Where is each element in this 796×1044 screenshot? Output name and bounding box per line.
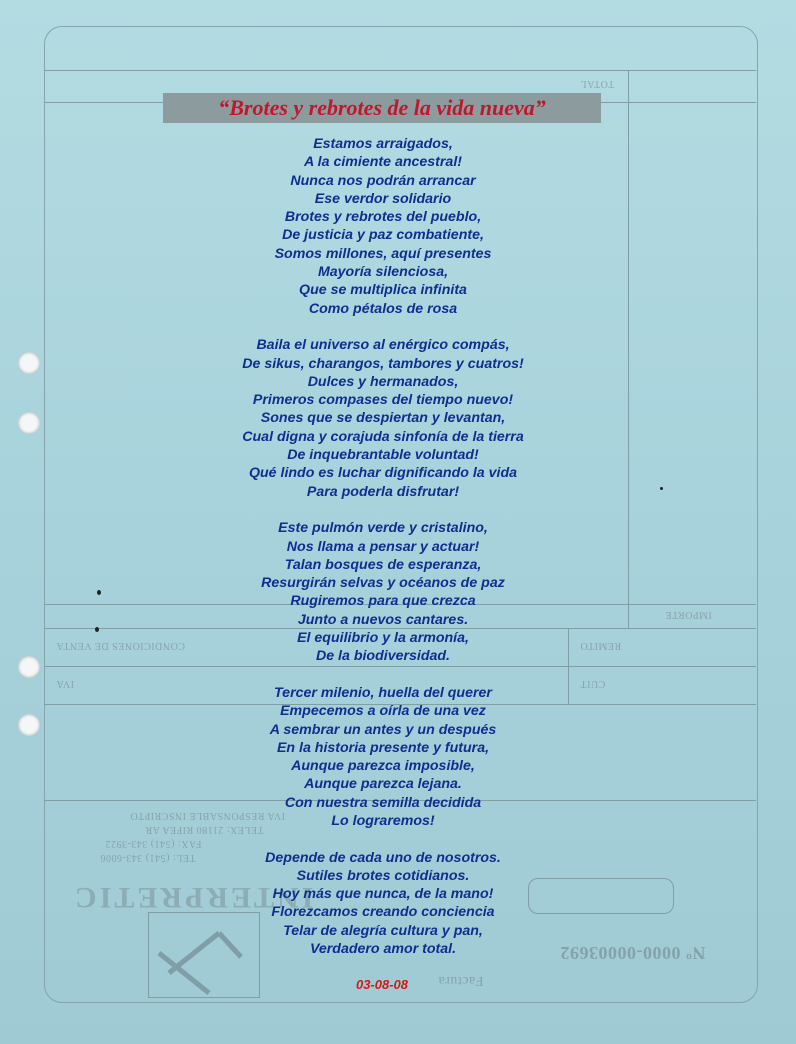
- poem-line: Somos millones, aquí presentes: [274, 245, 492, 262]
- poem-line: Estamos arraigados,: [313, 136, 453, 152]
- poem-line: De la biodiversidad.: [315, 648, 451, 665]
- poem-line: Aunque parezca lejana.: [304, 776, 462, 793]
- form-number-label: Nº 0000-00003692: [560, 943, 706, 963]
- poem-line: Como pétalos de rosa: [308, 300, 458, 317]
- poem-line: De justicia y paz combatiente,: [282, 227, 484, 244]
- poem-line: Nos llama a pensar y actuar!: [286, 538, 480, 555]
- poem-line: Sutiles brotes cotidianos.: [296, 867, 470, 884]
- form-factura-label: Factura: [438, 973, 484, 988]
- form-total-label: TOTAL: [580, 78, 615, 89]
- poem-line: Sones que se despiertan y levantan,: [260, 410, 506, 427]
- poem-line: Cual digna y corajuda sinfonía de la tierra: [242, 428, 524, 445]
- poem-line: Talan bosques de esperanza,: [284, 556, 482, 573]
- poem-line: Primeros compases del tiempo nuevo!: [252, 392, 514, 409]
- poem-line: Con nuestra semilla decidida: [284, 794, 482, 811]
- poem-line: Dulces y hermanados,: [307, 373, 459, 390]
- ink-speck: [660, 487, 663, 490]
- poem-line: Resurgirán selvas y océanos de paz: [261, 575, 505, 592]
- form-rule: [44, 70, 756, 71]
- form-iva-resp-label: IVA RESPONSABLE INSCRIPTO: [130, 810, 285, 821]
- form-fax-label: FAX: (541) 343-3922: [105, 838, 202, 849]
- form-iva-label: IVA: [56, 678, 74, 689]
- poem-line: Baila el universo al enérgico compás,: [256, 337, 510, 354]
- poem-line: De sikus, charangos, tambores y cuatros!: [242, 355, 524, 372]
- poem-line: Brotes y rebrotes del pueblo,: [284, 209, 482, 226]
- binder-hole: [18, 352, 40, 374]
- poem-line: Ese verdor solidario: [314, 190, 452, 207]
- form-importe-label: IMPORTE: [665, 609, 712, 620]
- poem-body: [183, 135, 583, 977]
- poem-line: Florezcamos creando conciencia: [271, 904, 495, 921]
- poem-line: Aunque parezca imposible,: [291, 758, 475, 775]
- poem-line: Empecemos a oírla de una vez: [280, 703, 486, 720]
- poem-line: Verdadero amor total.: [309, 941, 457, 958]
- form-condiciones-label: CONDICIONES DE VENTA: [56, 640, 186, 651]
- poem-line: Rugiremos para que crezca: [290, 593, 476, 610]
- poem-line: Telar de alegría cultura y pan,: [283, 922, 483, 939]
- poem-line: Mayoría silenciosa,: [317, 264, 449, 281]
- poem-line: Este pulmón verde y cristalino,: [278, 520, 488, 537]
- binder-hole: [18, 656, 40, 678]
- poem-stanza: [183, 684, 583, 830]
- poem-line: Depende de cada uno de nosotros.: [265, 849, 501, 866]
- poem-line: A la cimiente ancestral!: [304, 154, 462, 171]
- poem-line: El equilibrio y la armonía,: [297, 630, 469, 647]
- form-rule: [628, 70, 629, 628]
- poem-line: Tercer milenio, huella del querer: [274, 684, 492, 701]
- poem-stanza: [183, 519, 583, 665]
- poem-line: Que se multiplica infinita: [299, 282, 467, 299]
- poem-line: Nunca nos podrán arrancar: [290, 172, 476, 189]
- form-company-logo-text: INTERPRETIC: [72, 881, 314, 914]
- poem-line: Qué lindo es luchar dignificando la vida: [248, 465, 518, 482]
- poem-line: Lo lograremos!: [331, 812, 435, 829]
- poem-stanza: [183, 135, 583, 318]
- poem-stanza: [183, 849, 583, 959]
- poem-line: Junto a nuevos cantares.: [297, 611, 469, 628]
- poem-title: “Brotes y rebrotes de la vida nueva”: [163, 93, 601, 123]
- poem-line: Hoy más que nunca, de la mano!: [272, 886, 494, 903]
- poem-line: A sembrar un antes y un después: [269, 721, 497, 738]
- poem-line: De inquebrantable voluntad!: [287, 447, 479, 464]
- poem-date: 03-08-08: [355, 977, 409, 992]
- poem-line: Para poderla disfrutar!: [306, 483, 460, 500]
- binder-hole: [18, 412, 40, 434]
- poem-line: En la historia presente y futura,: [276, 739, 490, 756]
- ink-speck: [95, 627, 99, 632]
- form-telex-label: TELEX: 21180 RIFEA AR: [145, 824, 264, 835]
- ink-speck: [97, 590, 101, 595]
- form-remito-label: REMITO: [580, 640, 622, 651]
- form-tel-label: TEL: (541) 343-6006: [100, 852, 196, 863]
- form-cuit-label: CUIT: [580, 678, 606, 689]
- binder-hole: [18, 714, 40, 736]
- poem-stanza: [183, 336, 583, 501]
